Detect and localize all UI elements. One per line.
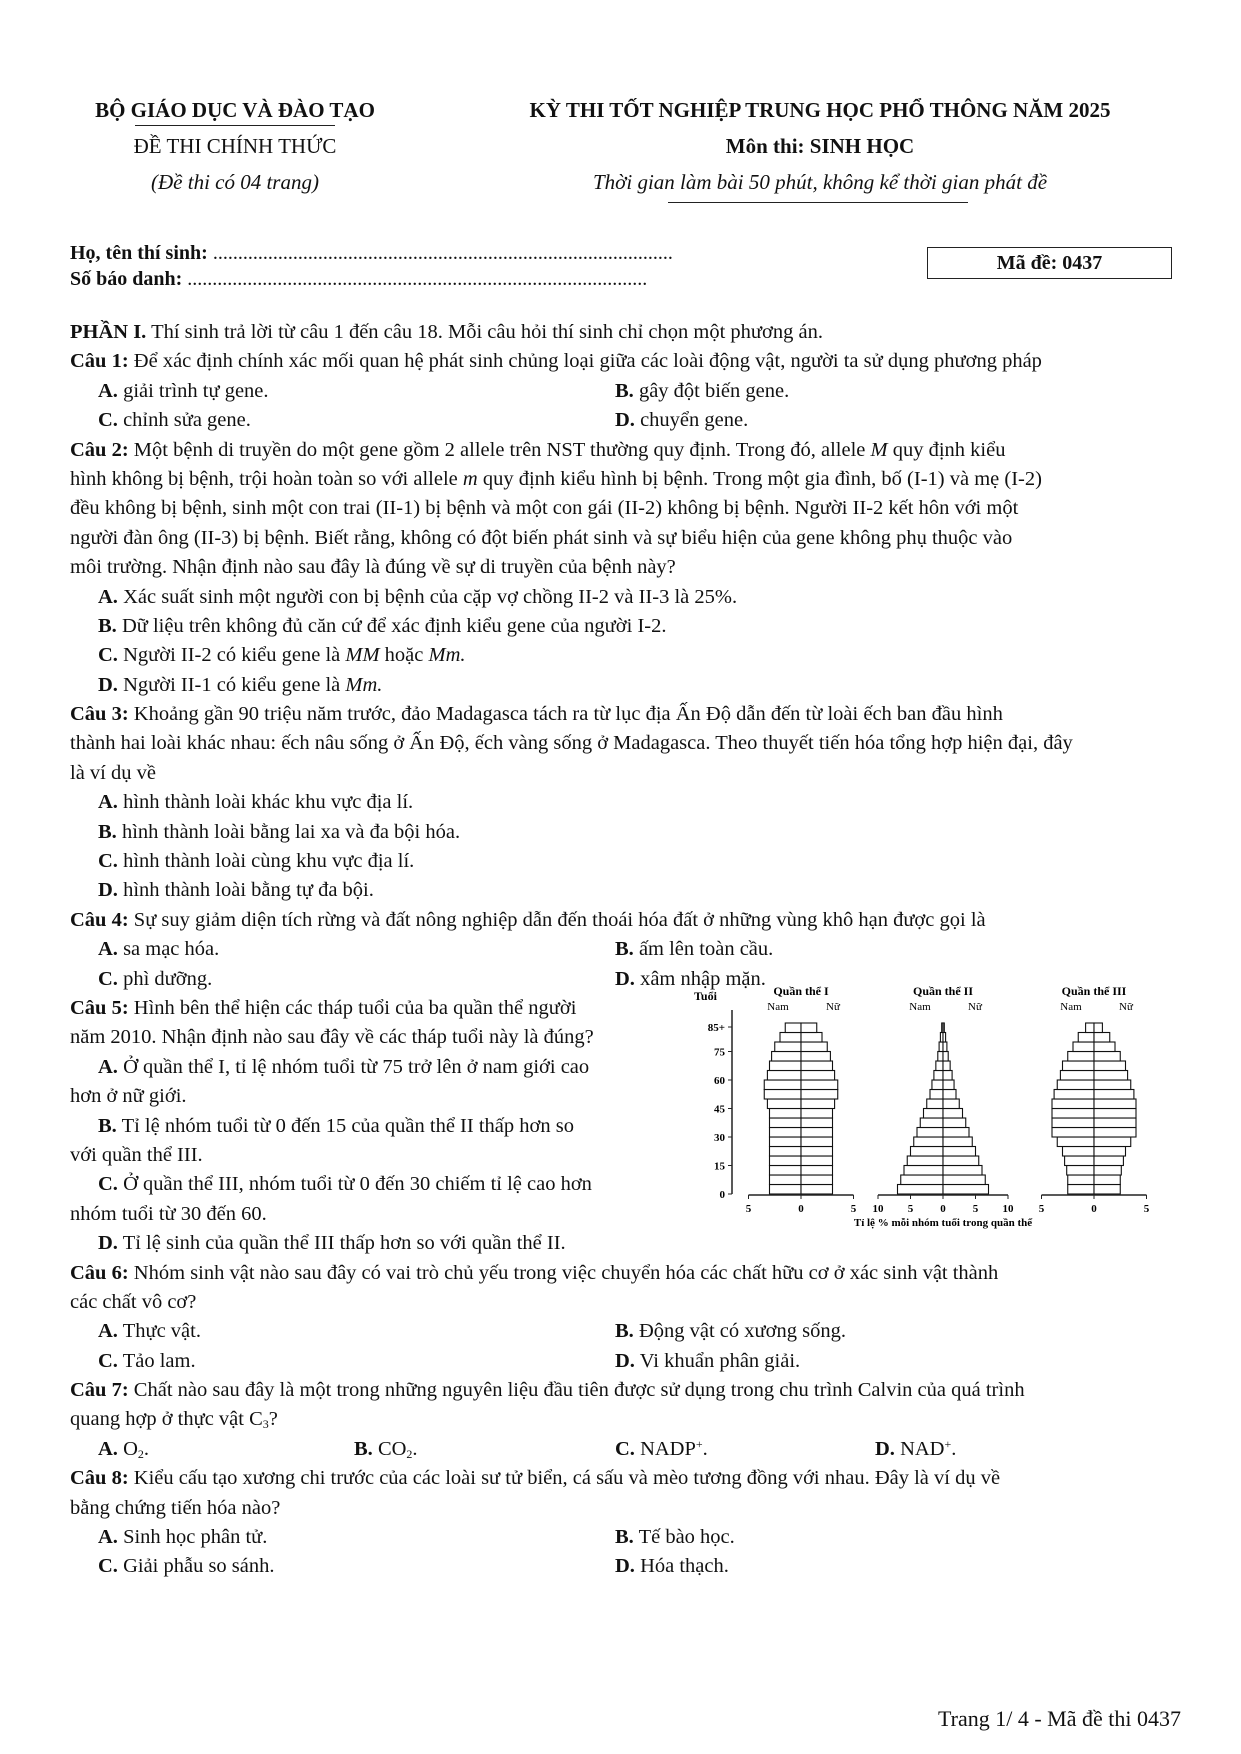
options-row: [70, 1347, 1180, 1376]
option-a[interactable]: A. giải trình tự gene.: [98, 379, 269, 402]
female-bar: [1094, 1061, 1126, 1071]
option-a[interactable]: A. Thực vật.: [98, 1320, 201, 1343]
question-text-line: môi trường. Nhận định nào sau đây là đúng về sự di truyền của bệnh này?: [70, 556, 676, 579]
male-bar: [927, 1099, 943, 1109]
question-text-line: các chất vô cơ?: [70, 1290, 197, 1313]
female-bar: [1094, 1118, 1136, 1128]
y-tick-label: 75: [714, 1046, 725, 1059]
question-text-line: đều không bị bệnh, sinh một con trai (II-1) bị bệnh và một con gái (II-2) không bị bệnh. Người II-2 kết hôn với một: [70, 497, 1019, 520]
header-left: [70, 92, 400, 200]
header-left-underline: [135, 125, 335, 126]
x-tick-label: 10: [872, 1203, 884, 1215]
female-bar: [943, 1033, 946, 1043]
option-d[interactable]: D. Người II-1 có kiểu gene là Mm.: [98, 673, 383, 696]
female-bar: [1094, 1128, 1136, 1138]
header-right-underline: [668, 202, 968, 203]
female-bar: [1094, 1071, 1128, 1081]
question-5: Câu 5: Hình bên thể hiện các tháp tuổi của ba quần thể người năm 2010. Nhận định nào sau đây về các tháp tuổi này là đúng? A. Ở quần thể I, tỉ lệ nhóm tuổi từ 75 trở lên ở nam giới cao hơn ở nữ giới. B. Tỉ lệ nhóm tuổi từ 0 đến 15 của quần thể II thấp hơn so với quần thể III. C. Ở quần thể III, nhóm tuổi từ 0 đến 30 chiếm tỉ lệ cao hơn nhóm tuổi từ 30 đến 60. D. Tỉ lệ sinh của quần thể III thấp hơn so với quần thể II.: [70, 994, 680, 1259]
header-right: [470, 92, 1170, 200]
option-a[interactable]: A. sa mạc hóa.: [98, 938, 220, 961]
question-label: Câu 4:: [70, 908, 129, 931]
female-bar: [1094, 1147, 1126, 1157]
female-bar: [943, 1118, 966, 1128]
option-b[interactable]: B. Tỉ lệ nhóm tuổi từ 0 đến 15 của quần thể II thấp hơn so: [98, 1114, 574, 1137]
population-pyramid-chart: [692, 982, 1182, 1232]
female-bar: [801, 1147, 833, 1157]
subject: Môn thi: SINH HỌC: [725, 134, 915, 158]
male-bar: [904, 1166, 943, 1176]
male-bar: [907, 1156, 943, 1166]
option-d[interactable]: D. chuyển gene.: [615, 409, 749, 432]
male-bar: [1068, 1185, 1094, 1195]
x-tick-label: 5: [1038, 1203, 1045, 1215]
male-bar: [770, 1166, 802, 1176]
female-bar: [1094, 1185, 1120, 1195]
female-bar: [943, 1175, 985, 1185]
female-bar: [943, 1147, 976, 1157]
options-row: [70, 1552, 1180, 1581]
candidate-name-line: [70, 242, 673, 265]
option-b[interactable]: B. hình thành loài bằng lai xa và đa bội hóa.: [98, 820, 461, 843]
female-bar: [801, 1090, 838, 1100]
option-d[interactable]: D. hình thành loài bằng tự đa bội.: [98, 879, 374, 902]
male-bar: [767, 1071, 801, 1081]
male-bar: [770, 1147, 802, 1157]
female-bar: [943, 1166, 982, 1176]
male-bar: [764, 1090, 801, 1100]
female-bar: [943, 1185, 989, 1195]
question-text-line: bằng chứng tiến hóa nào?: [70, 1496, 281, 1519]
male-bar: [934, 1071, 943, 1081]
male-bar: [785, 1023, 801, 1033]
male-bar: [1065, 1156, 1094, 1166]
female-bar: [801, 1080, 838, 1090]
male-bar: [939, 1042, 943, 1052]
y-tick-label: 15: [714, 1160, 725, 1173]
male-bar: [770, 1156, 802, 1166]
option-d[interactable]: D. Vi khuẩn phân giải.: [615, 1349, 801, 1372]
option-b[interactable]: B. gây đột biến gene.: [615, 379, 790, 402]
female-bar: [801, 1156, 833, 1166]
options-row: [70, 1317, 1180, 1346]
question-label: Câu 6:: [70, 1261, 129, 1284]
question-label: Câu 5:: [70, 996, 129, 1019]
option-c[interactable]: C. NADP+.: [615, 1436, 708, 1460]
female-bar: [1094, 1033, 1110, 1043]
option-a-cont: hơn ở nữ giới.: [70, 1085, 187, 1108]
option-a[interactable]: A. Xác suất sinh một người con bị bệnh của cặp vợ chồng II-2 và II-3 là 25%.: [98, 585, 738, 608]
female-bar: [943, 1052, 948, 1062]
option-d[interactable]: D. NAD+.: [875, 1436, 957, 1460]
female-bar: [1094, 1137, 1131, 1147]
female-bar: [943, 1023, 944, 1033]
y-tick-label: 0: [719, 1189, 725, 1201]
male-bar: [780, 1033, 801, 1043]
female-bar: [801, 1033, 822, 1043]
female-bar: [943, 1071, 952, 1081]
female-bar: [801, 1175, 833, 1185]
option-c[interactable]: C. Giải phẫu so sánh.: [98, 1555, 275, 1578]
option-c[interactable]: C. hình thành loài cùng khu vực địa lí.: [98, 850, 415, 873]
pyramid-title: Quần thể II: [912, 984, 974, 998]
option-a[interactable]: A. hình thành loài khác khu vực địa lí.: [98, 791, 414, 814]
male-bar: [938, 1052, 943, 1062]
pyramid-title: Quần thể III: [1061, 984, 1127, 998]
male-bar: [917, 1128, 943, 1138]
female-bar: [801, 1071, 835, 1081]
male-bar: [914, 1137, 943, 1147]
candidate-id-label: Số báo danh:: [70, 268, 183, 290]
male-bar: [911, 1147, 944, 1157]
question-6: Câu 6: Nhóm sinh vật nào sau đây có vai trò chủ yếu trong việc chuyển hóa các chất hữu cơ ở xác sinh vật thành: [70, 1261, 999, 1284]
male-bar: [898, 1185, 944, 1195]
pyramid-title: Quần thể I: [773, 984, 829, 998]
male-bar: [924, 1109, 944, 1119]
question-text-line: thành hai loài khác nhau: ếch nâu sống ở Ấn Độ, ếch vàng sống ở Madagasca. Theo thuyết tiến hóa tổng hợp hiện đại, đây: [70, 732, 1073, 755]
female-bar: [943, 1061, 950, 1071]
female-label: Nữ: [968, 1001, 982, 1013]
question-2: Câu 2: Một bệnh di truyền do một gene gồm 2 allele trên NST thường quy định. Trong đó, allele M quy định kiểu: [70, 438, 1006, 461]
y-tick-label: 85+: [707, 1022, 725, 1034]
male-bar: [1067, 1166, 1094, 1176]
female-bar: [801, 1061, 833, 1071]
male-bar: [770, 1128, 802, 1138]
male-bar: [1063, 1061, 1095, 1071]
candidate-name-label: Họ, tên thí sinh:: [70, 242, 208, 264]
options-row: [70, 406, 1180, 435]
female-bar: [943, 1099, 959, 1109]
female-bar: [1094, 1099, 1136, 1109]
male-bar: [1086, 1023, 1094, 1033]
option-a[interactable]: A. $O_2$.: [98, 1437, 149, 1461]
option-c[interactable]: C. chỉnh sửa gene.: [98, 409, 251, 432]
male-bar: [770, 1118, 802, 1128]
female-bar: [801, 1118, 833, 1128]
male-bar: [764, 1080, 801, 1090]
pyramid-svg: [692, 982, 1182, 1232]
question-7: Câu 7: Chất nào sau đây là một trong những nguyên liệu đầu tiên được sử dụng trong chu trình Calvin của quá trình: [70, 1379, 1025, 1402]
female-bar: [943, 1042, 947, 1052]
page-count-note: (Đề thi có 04 trang): [151, 170, 319, 194]
male-bar: [932, 1080, 943, 1090]
male-label: Nam: [1060, 1001, 1082, 1013]
question-label: Câu 2:: [70, 438, 129, 461]
female-bar: [1094, 1090, 1134, 1100]
female-bar: [801, 1052, 830, 1062]
male-bar: [770, 1137, 802, 1147]
x-tick-label: 5: [1143, 1203, 1150, 1215]
female-bar: [1094, 1109, 1136, 1119]
exam-title: KỲ THI TỐT NGHIỆP TRUNG HỌC PHỔ THÔNG NĂM 2025: [529, 98, 1111, 122]
y-axis-label: Tuổi: [694, 989, 717, 1003]
x-axis-label: Tỉ lệ % mỗi nhóm tuổi trong quần thể: [853, 1217, 1033, 1229]
ministry-name: BỘ GIÁO DỤC VÀ ĐÀO TẠO: [95, 98, 375, 122]
section-heading: [70, 318, 1180, 347]
female-bar: [943, 1090, 956, 1100]
male-bar: [1054, 1090, 1094, 1100]
option-a[interactable]: A. Sinh học phân tử.: [98, 1526, 268, 1549]
male-bar: [775, 1042, 801, 1052]
male-bar: [1073, 1042, 1094, 1052]
candidate-name-dots: ............................................................................................: [212, 242, 673, 264]
question-text-line: năm 2010. Nhận định nào sau đây về các tháp tuổi này là đúng?: [70, 1026, 594, 1049]
female-bar: [801, 1185, 833, 1195]
option-b[interactable]: B. Tế bào học.: [615, 1526, 735, 1549]
male-bar: [767, 1099, 801, 1109]
male-bar: [901, 1175, 943, 1185]
male-bar: [930, 1090, 943, 1100]
option-b-cont: với quần thể III.: [70, 1143, 203, 1166]
option-b[interactable]: B. Động vật có xương sống.: [615, 1320, 846, 1343]
female-bar: [801, 1109, 833, 1119]
female-bar: [801, 1137, 833, 1147]
male-bar: [770, 1175, 802, 1185]
x-tick-label: 0: [798, 1203, 804, 1215]
female-bar: [1094, 1023, 1102, 1033]
option-c-cont: nhóm tuổi từ 30 đến 60.: [70, 1202, 267, 1225]
options-row: [70, 377, 1180, 406]
male-bar: [1063, 1147, 1095, 1157]
female-bar: [1094, 1166, 1121, 1176]
female-bar: [1094, 1042, 1115, 1052]
section-text: Thí sinh trả lời từ câu 1 đến câu 18. Mỗi câu hỏi thí sinh chỉ chọn một phương án.: [151, 321, 823, 343]
y-tick-label: 45: [714, 1103, 725, 1116]
male-bar: [936, 1061, 943, 1071]
question-1: [70, 347, 1180, 376]
options-row: [70, 1523, 1180, 1552]
female-bar: [943, 1137, 972, 1147]
y-tick-label: 60: [714, 1075, 725, 1087]
question-text-line: quang hợp ở thực vật $C_3$?: [70, 1408, 278, 1432]
y-tick-label: 30: [714, 1132, 725, 1144]
male-bar: [770, 1185, 802, 1195]
question-text: Để xác định chính xác mối quan hệ phát sinh chủng loại giữa các loài động vật, người ta sử dụng phương pháp: [133, 350, 1042, 373]
female-bar: [943, 1080, 954, 1090]
question-text-line: người đàn ông (II-3) bị bệnh. Biết rằng, không có đột biến phát sinh và sự biểu hiện của gene không phụ thuộc vào: [70, 526, 1013, 549]
male-bar: [1052, 1118, 1094, 1128]
male-bar: [1052, 1128, 1094, 1138]
male-bar: [770, 1109, 802, 1119]
exam-code-box: Mã đề: 0437: [927, 247, 1172, 279]
option-a[interactable]: A. Ở quần thể I, tỉ lệ nhóm tuổi từ 75 trở lên ở nam giới cao: [98, 1055, 590, 1078]
question-3: Câu 3: Khoảng gần 90 triệu năm trước, đảo Madagasca tách ra từ lục địa Ấn Độ dẫn đến từ loài ếch ban đầu hình: [70, 703, 1003, 726]
question-label: Câu 8:: [70, 1467, 129, 1490]
option-c[interactable]: C. Ở quần thể III, nhóm tuổi từ 0 đến 30 chiếm tỉ lệ cao hơn: [98, 1173, 592, 1196]
male-label: Nam: [767, 1001, 789, 1013]
options-row: [70, 935, 1180, 964]
female-bar: [801, 1023, 817, 1033]
female-bar: [1094, 1156, 1123, 1166]
question-4: Câu 4: Sự suy giảm diện tích rừng và đất nông nghiệp dẫn đến thoái hóa đất ở những vùng khô hạn được gọi là: [70, 908, 986, 931]
female-bar: [801, 1099, 835, 1109]
male-bar: [1060, 1071, 1094, 1081]
male-bar: [1068, 1052, 1094, 1062]
x-tick-label: 5: [972, 1203, 979, 1215]
page-footer: Trang 1/ 4 - Mã đề thi 0437: [937, 1706, 1181, 1731]
option-d[interactable]: D. xâm nhập mặn.: [615, 967, 766, 990]
option-d[interactable]: D. Hóa thạch.: [615, 1555, 729, 1578]
male-bar: [1057, 1137, 1094, 1147]
female-bar: [943, 1128, 969, 1138]
female-bar: [801, 1166, 833, 1176]
candidate-id-line: [70, 268, 647, 291]
male-bar: [1052, 1099, 1094, 1109]
option-c[interactable]: C. phì dưỡng.: [98, 967, 213, 990]
male-bar: [920, 1118, 943, 1128]
female-bar: [943, 1109, 963, 1119]
male-bar: [772, 1052, 801, 1062]
male-bar: [1057, 1080, 1094, 1090]
option-b[interactable]: B. $CO_2$.: [354, 1437, 418, 1461]
option-b[interactable]: B. ấm lên toàn cầu.: [615, 938, 774, 961]
options-row: [70, 1435, 1180, 1464]
x-tick-label: 0: [1091, 1203, 1097, 1215]
question-8: Câu 8: Kiểu cấu tạo xương chi trước của các loài sư tử biển, cá sấu và mèo tương đồng với nhau. Đây là ví dụ về: [70, 1467, 1001, 1490]
female-bar: [1094, 1052, 1120, 1062]
x-tick-label: 10: [1002, 1203, 1014, 1215]
question-label: Câu 1:: [70, 350, 129, 373]
male-bar: [1052, 1109, 1094, 1119]
female-bar: [801, 1042, 827, 1052]
question-label: Câu 3:: [70, 703, 129, 726]
question-text-line: là ví dụ về: [70, 761, 156, 784]
option-c[interactable]: C. Tảo lam.: [98, 1349, 196, 1372]
male-label: Nam: [909, 1001, 931, 1013]
time-note: Thời gian làm bài 50 phút, không kể thời gian phát đề: [592, 170, 1048, 194]
male-bar: [770, 1061, 802, 1071]
x-tick-label: 5: [850, 1203, 857, 1215]
section-title: PHẦN I.: [70, 321, 147, 343]
candidate-id-dots: ............................................................................................: [187, 268, 648, 290]
female-bar: [801, 1128, 833, 1138]
female-label: Nữ: [1119, 1001, 1133, 1013]
male-bar: [1068, 1175, 1094, 1185]
x-tick-label: 0: [940, 1203, 946, 1215]
option-b[interactable]: B. Dữ liệu trên không đủ căn cứ để xác định kiểu gene của người I-2.: [98, 614, 667, 637]
x-tick-label: 5: [745, 1203, 752, 1215]
option-c[interactable]: C. Người II-2 có kiểu gene là MM hoặc Mm.: [98, 644, 466, 667]
x-tick-label: 5: [907, 1203, 914, 1215]
option-d[interactable]: D. Tỉ lệ sinh của quần thể III thấp hơn so với quần thể II.: [98, 1232, 566, 1255]
female-bar: [943, 1156, 979, 1166]
exam-type: ĐỀ THI CHÍNH THỨC: [133, 134, 337, 158]
question-text-line: hình không bị bệnh, trội hoàn toàn so với allele m quy định kiểu hình bị bệnh. Trong một gia đình, bố (I-1) và mẹ (I-2): [70, 467, 1042, 490]
female-bar: [1094, 1175, 1120, 1185]
male-bar: [1078, 1033, 1094, 1043]
exam-body: [70, 318, 1180, 1582]
female-bar: [1094, 1080, 1131, 1090]
female-label: Nữ: [826, 1001, 840, 1013]
question-label: Câu 7:: [70, 1379, 129, 1402]
